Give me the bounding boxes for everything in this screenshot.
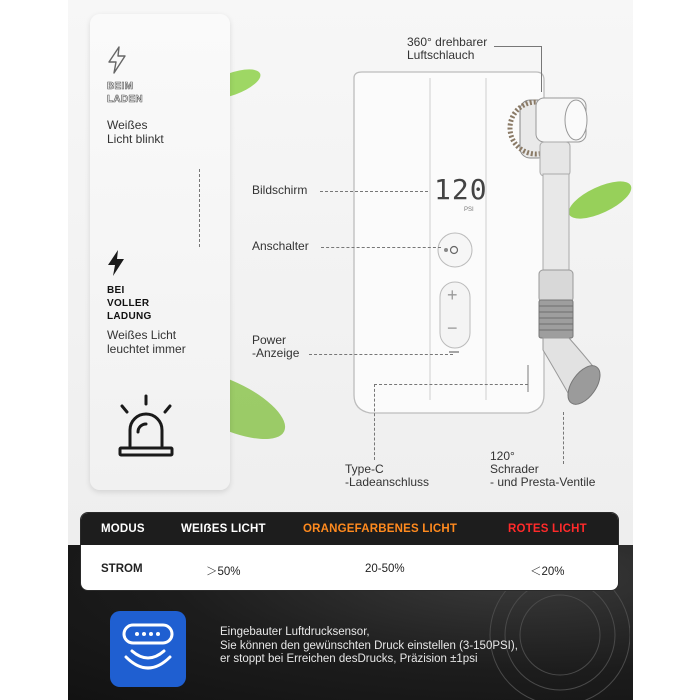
minus-button[interactable]: −	[447, 318, 458, 338]
table-header-cell: MODUS	[101, 523, 145, 535]
power-button[interactable]	[440, 238, 474, 272]
status-divider	[199, 169, 200, 247]
pressure-sensor-icon	[110, 611, 186, 687]
sensor-description	[220, 626, 518, 667]
screen-callout: Bildschirm	[252, 183, 308, 197]
table-header-cell: WEIẞES LICHT	[181, 523, 266, 535]
alarm-light-icon	[114, 392, 178, 462]
usbc-callout-2: -Ladeanschluss	[345, 475, 430, 489]
sensor-line: Eingebauter Luftdrucksensor,	[220, 626, 370, 638]
usbc-callout: Type-C	[345, 462, 384, 476]
table-header	[81, 513, 618, 545]
valve-callout-3: - und Presta-Ventile	[490, 475, 596, 489]
full-charge-label-3: LADUNG	[107, 311, 152, 322]
sensor-line: er stoppt bei Erreichen desDrucks, Präzision ±1psi	[220, 653, 478, 665]
air-pump-device	[340, 70, 610, 430]
table-row-label: STROM	[101, 563, 143, 575]
hose-leader	[494, 46, 542, 92]
lightning-outline-icon	[106, 46, 128, 74]
charging-desc: Weißes	[107, 118, 148, 132]
table-header-cell: ORANGEFARBENES LICHT	[303, 523, 458, 535]
led-status-card	[90, 14, 230, 490]
valve-callout-2: Schrader	[490, 462, 539, 476]
table-cell: ＞50%	[206, 566, 241, 578]
table-cell: ＜20%	[530, 566, 565, 578]
full-charge-label: BEI	[107, 285, 125, 296]
hose-callout: 360° drehbarer	[407, 35, 488, 49]
valve-leader	[563, 412, 564, 464]
power-indicator-callout-2: -Anzeige	[252, 346, 300, 360]
table-cell: 20-50%	[365, 563, 405, 575]
screen-leader	[320, 191, 428, 192]
sensor-line: Sie können den gewünschten Druck einstellen (3-150PSI),	[220, 639, 518, 652]
left-margin	[0, 0, 68, 700]
led-mode-table	[80, 512, 619, 591]
full-charge-label-2: VOLLER	[107, 298, 150, 309]
full-charge-desc: Weißes Licht	[107, 328, 177, 342]
power-indicator-leader	[309, 354, 453, 355]
pressure-unit: PSI	[464, 207, 474, 213]
sensor-icon-box	[110, 611, 186, 687]
charging-label-2: LADEN	[107, 94, 143, 105]
switch-leader	[321, 247, 441, 248]
plus-button[interactable]: +	[447, 285, 458, 305]
switch-callout: Anschalter	[252, 239, 309, 253]
charging-desc-2: Licht blinkt	[107, 132, 164, 146]
charging-label: BEIM	[107, 81, 134, 92]
right-margin	[633, 0, 700, 700]
full-charge-desc-2: leuchtet immer	[107, 342, 186, 356]
valve-callout: 120°	[490, 449, 515, 463]
lightning-filled-icon	[106, 249, 126, 277]
pressure-display: 120	[434, 173, 488, 206]
hose-callout-2: Luftschlauch	[407, 48, 475, 62]
table-header-cell: ROTES LICHT	[508, 523, 587, 535]
power-indicator-callout: Power	[252, 333, 287, 347]
